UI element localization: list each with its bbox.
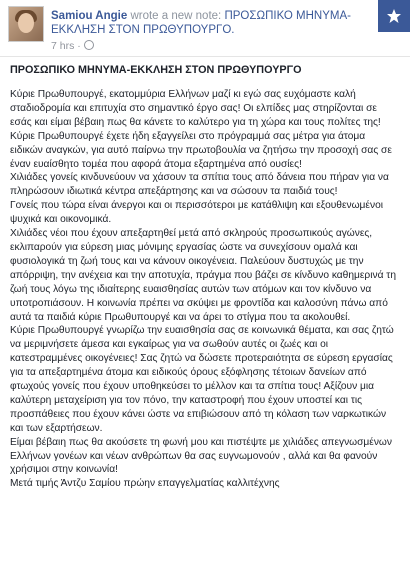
star-icon-glyph: [386, 8, 402, 24]
note-body: [10, 64, 400, 491]
note-heading: ΠΡΟΣΩΠΙΚΟ ΜΗΝΥΜΑ-ΕΚΚΛΗΣΗ ΣΤΟΝ ΠΡΩΘΥΠΟΥΡΓΟ: [10, 64, 302, 76]
star-icon[interactable]: [378, 0, 410, 32]
note-paragraph: Είμαι βέβαιη πως θα ακούσετε τη φωνή μου και πιστέψτε με χιλιάδες απεγνωσμένων Ελλήνων γονέων και νέων ανθρώπων θα σας ευγνωμονούν , αλλά και θα φανούν χρήσιμοι στην κοινωνία!: [10, 436, 392, 476]
note-header: [0, 0, 410, 57]
avatar-face: [18, 13, 34, 33]
note-title-link[interactable]: ΠΡΟΣΩΠΙΚΟ ΜΗΝΥΜΑ-ΕΚΚΛΗΣΗ ΣΤΟΝ ΠΡΩΘΥΠΟΥΡΓΟ.: [51, 10, 351, 36]
author-name-link[interactable]: Samiou Angie: [51, 10, 128, 22]
note-paragraph: Γονείς που τώρα είναι άνεργοι και οι περισσότεροι με κατάθλιψη και εξουθενωμένοι ψυχικά και οικονομικά.: [10, 200, 383, 226]
globe-icon: [84, 40, 94, 50]
note-signature: Μετά τιμής Άντζυ Σαμίου πρώην επαγγελματίας καλλιτέχνης: [10, 478, 280, 490]
note-paragraph: Κύριε Πρωθυπουργέ, εκατομμύρια Ελλήνων μαζί κι εγώ σας ευχόμαστε καλή σταδιοδρομία και επιτυχία στο σημαντικό έργο σας! Οι ελπίδες μας στηρίζονται σε εσάς και είμαι βέβαιη πως θα κάνετε το καλύτερο για τη χώρα και τους πολίτες της!: [10, 89, 381, 128]
note-paragraph: Χιλιάδες γονείς κινδυνεύουν να χάσουν τα σπίτια τους από δάνεια που πήραν για να πληρώσουν ιδιωτικά κέντρα απεξάρτησης και να σώσουν τα παιδιά τους!: [10, 172, 389, 198]
post-meta: [51, 40, 94, 52]
avatar[interactable]: [8, 6, 44, 42]
note-paragraph: Κύριε Πρωθυπουργέ έχετε ήδη εξαγγείλει στο πρόγραμμά σας μέτρα για άτομα ειδικών αναγκών, για αυτό παίρνω την πρωτοβουλία να ζητήσω την προσοχή σας σε έναν ευαίσθητο τομέα που αφορά άτομα εξαρτημένα από ουσίες!: [10, 130, 392, 170]
post-title-line: [51, 9, 366, 37]
post-verb: wrote a new note:: [130, 10, 222, 22]
note-paragraph: Κύριε Πρωθυπουργέ γνωρίζω την ευαισθησία σας σε κοινωνικά θέματα, και σας ζητώ να μεριμνήσετε άμεσα και εγκαίρως για να σωθούν αυτές οι ζωές και οι κατεστραμμένες οικογένειες! Σας ζητώ να δώσετε προτεραιότητα σε εύρεση εργασίας για τα απεξαρτημένα άτομα και ειδικούς όρους εξόφλησης τέτοιων δανείων από φτωχούς γονείς που έχουν υποθηκεύσει το μέλλον και τα σπίτια τους! Αξίζουν μια καλύτερη μεταχείριση για τον πόνο, την καταστροφή που έχουν υποστεί και τις προσπάθειες που έχουν κάνει ώστε να επιβιώσουν από τη κόλαση των ναρκωτικών και των εξαρτήσεων.: [10, 325, 394, 434]
post-time[interactable]: 7 hrs ·: [51, 40, 81, 52]
note-paragraph: Χιλιάδες νέοι που έχουν απεξαρτηθεί μετά από σκληρούς προσωπικούς αγώνες, εκλιπαρούν για εύρεση μιας μόνιμης εργασίας ώστε να συνεχίσουν ομαλά και φυσιολογικά τη ζωή τους και να κάνουν οικογένεια. Παλεύουν δυστυχώς με την απόρριψη, την ανέχεια και την αποτυχία, πράγμα που βάζει σε κίνδυνο καθημερινά τη ζωή τους λόγω της ιδιαίτερης ευαισθησίας αυτών των ατόμων και τον κίνδυνο να υποτροπιάσουν. Η κοινωνία πρέπει να σκύψει με φροντίδα και καλοσύνη πάνω από αυτά τα παιδιά κύριε Πρωθυπουργέ και να άρει το στίγμα που τα ακολουθεί.: [10, 228, 396, 323]
